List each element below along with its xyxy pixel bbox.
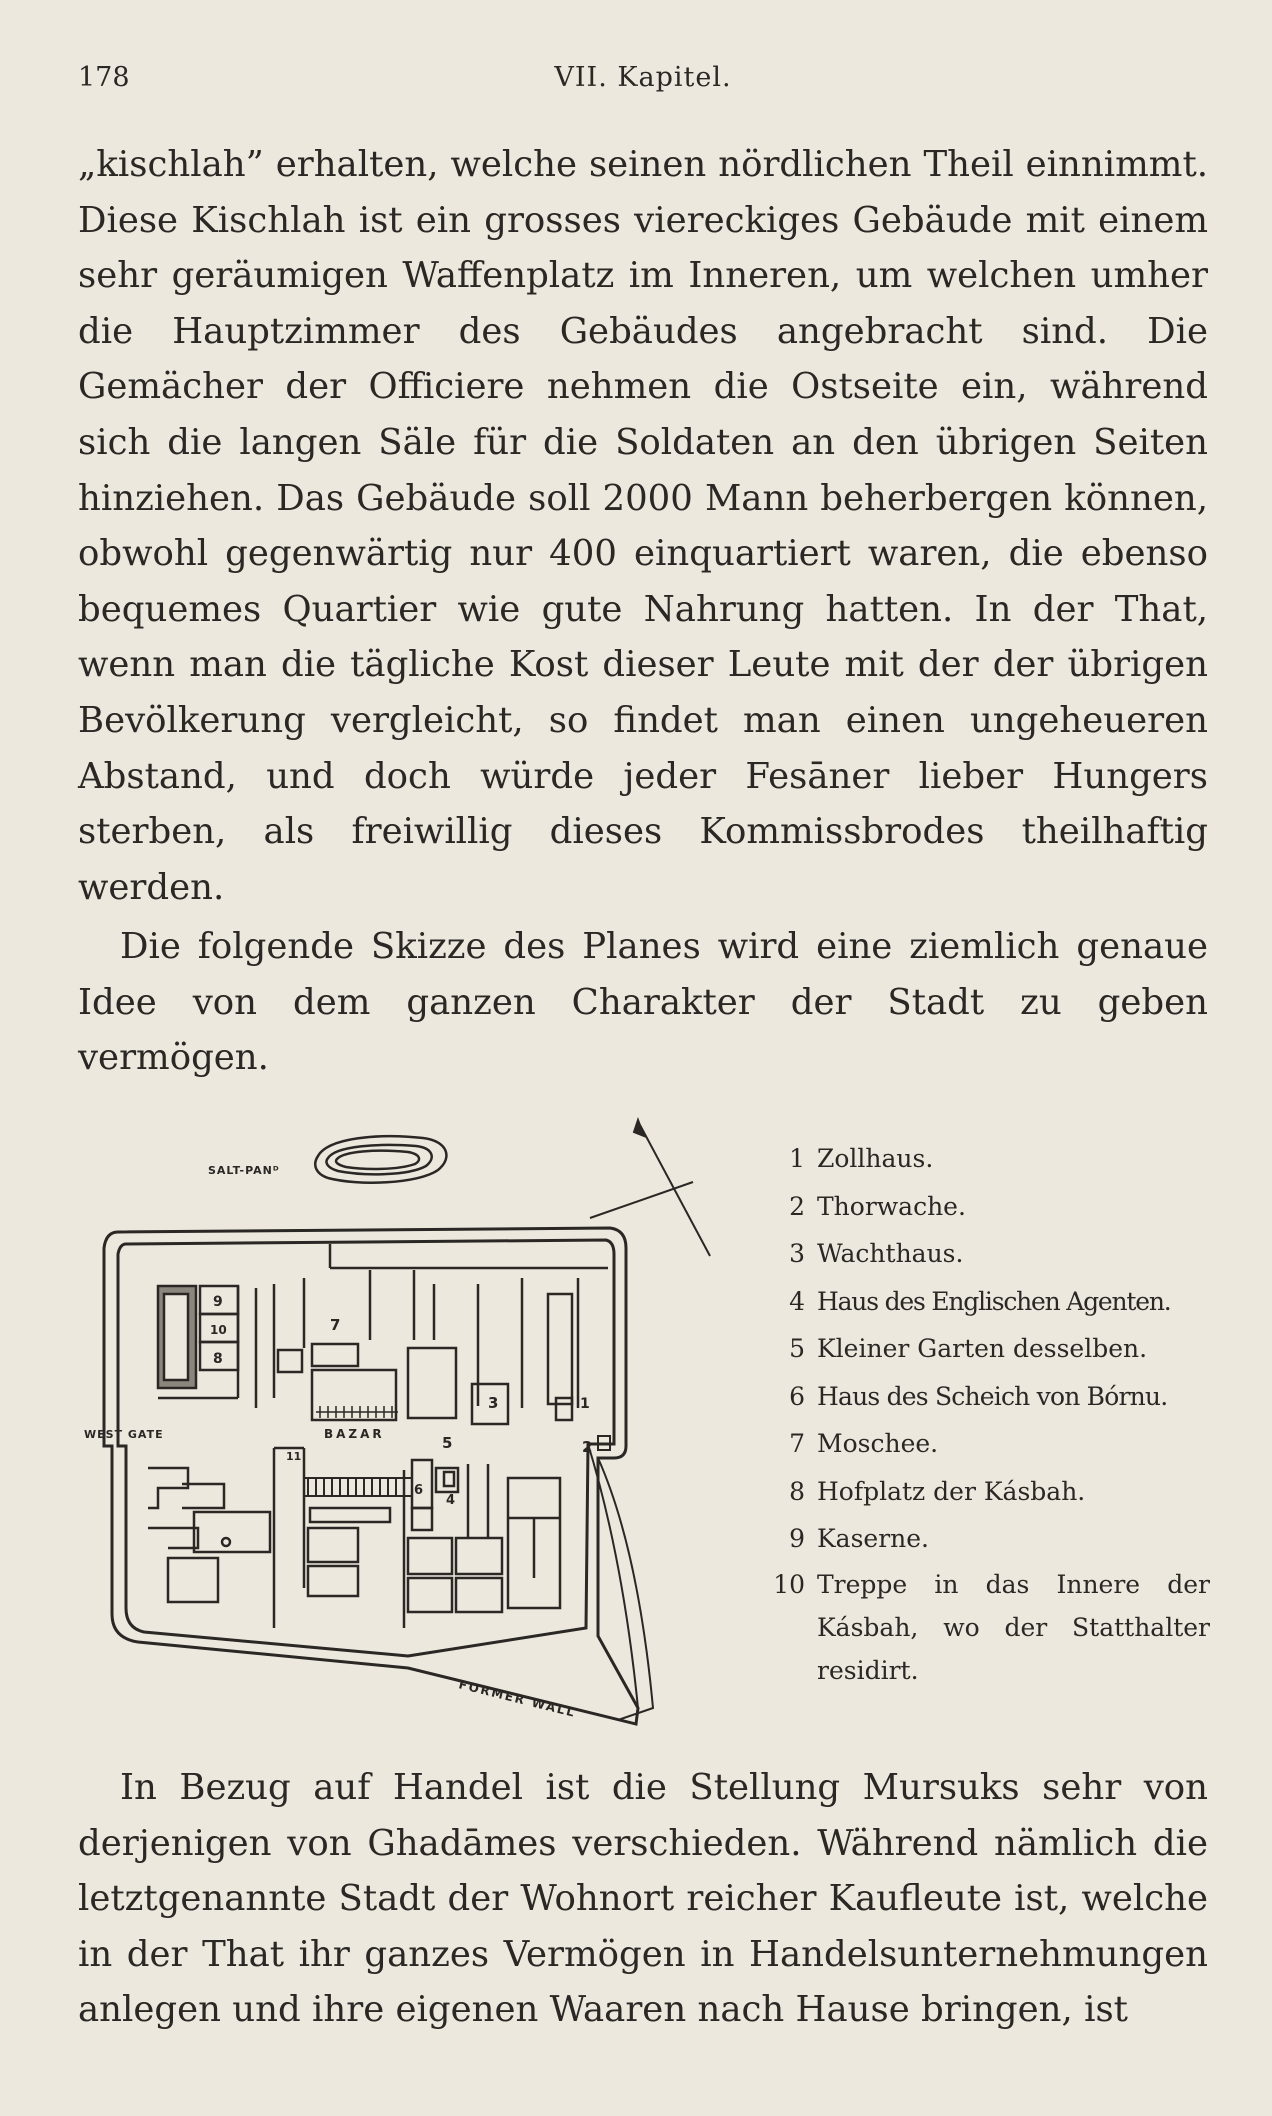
legend-number: 4 — [789, 1286, 805, 1316]
paragraph-kischlah — [78, 137, 1208, 915]
legend-item — [765, 1183, 1210, 1231]
chapter-title: VII. Kapitel. — [554, 62, 732, 93]
legend-item — [765, 1515, 1210, 1563]
legend-item — [765, 1420, 1210, 1468]
mosque-hatching — [316, 1406, 398, 1418]
legend-text: Haus des Scheich von Bórnu. — [817, 1381, 1168, 1411]
legend-number: 5 — [789, 1334, 805, 1363]
legend-item — [765, 1278, 1210, 1326]
plan-number-1: 1 — [580, 1396, 590, 1412]
plan-legend — [765, 1135, 1210, 1692]
plan-number-10: 10 — [210, 1323, 227, 1337]
paragraph-text: Die folgende Skizze des Planes wird eine ziemlich genaue Idee von dem ganzen Charakter der Stadt zu geben vermögen. — [78, 926, 1208, 1079]
legend-text: Wachthaus. — [817, 1239, 964, 1268]
legend-number: 9 — [789, 1524, 805, 1553]
legend-number: 8 — [789, 1476, 805, 1506]
salt-pan — [315, 1136, 446, 1183]
paragraph-skizze — [78, 919, 1208, 1086]
paragraph-handel — [78, 1760, 1208, 2038]
paragraph-text: „kischlah” erhalten, welche seinen nördlichen Theil einnimmt. Diese Kischlah ist ein grosses viereckiges Gebäude mit einem sehr geräumigen Waffenplatz im Inneren, um welchen umher die Hauptzimmer des Gebäudes angebracht sind. Die Gemächer der Officiere nehmen die Ostseite ein, während sich die langen Säle für die Soldaten an den übrigen Seiten hinziehen. Das Gebäude soll 2000 Mann beherbergen können, obwohl gegenwärtig nur 400 einquartiert waren, die ebenso bequemes Quartier wie gute Nahrung hatten. In der That, wenn man die tägliche Kost dieser Leute mit der der übrigen Bevölkerung vergleicht, so findet man einen ungeheueren Abstand, und doch würde jeder Fesāner lieber Hungers sterben, als freiwillig dieses Kommissbrodes theilhaftig werden. — [78, 144, 1208, 908]
legend-text: Zollhaus. — [817, 1144, 934, 1173]
legend-text: Kleiner Garten desselben. — [817, 1334, 1148, 1363]
legend-number: 3 — [789, 1239, 805, 1268]
legend-item — [765, 1563, 1210, 1692]
legend-text: Treppe in das Innere der Kásbah, wo der Statthalter residirt. — [817, 1569, 1210, 1685]
plan-number-11: 11 — [286, 1450, 302, 1463]
legend-item — [765, 1468, 1210, 1516]
page-header — [78, 62, 1208, 102]
legend-number: 6 — [789, 1381, 805, 1411]
southern-blocks — [148, 1448, 560, 1628]
plan-number-6: 6 — [414, 1483, 424, 1498]
town-plan-sketch — [78, 1108, 718, 1748]
legend-item — [765, 1373, 1210, 1421]
legend-text: Hofplatz der Kásbah. — [817, 1476, 1086, 1506]
legend-item — [765, 1135, 1210, 1183]
legend-text: Thorwache. — [817, 1191, 966, 1221]
page-number: 178 — [78, 62, 130, 93]
plan-number-8: 8 — [213, 1351, 223, 1367]
legend-text: Moschee. — [817, 1429, 939, 1458]
bazar-hatching — [304, 1478, 412, 1496]
legend-text: Haus des Englischen Agenten. — [817, 1286, 1171, 1316]
paragraph-text: In Bezug auf Handel ist die Stellung Mursuks sehr von derjenigen von Ghadāmes verschieden. Während nämlich die letztgenannte Stadt der Wohnort reicher Kaufleute ist, welche in der That ihr ganzes Vermögen in Handelsunternehmungen anlegen und ihre eigenen Waaren nach Hause bringen, ist — [78, 1767, 1208, 2031]
west-gate-label: WEST GATE — [84, 1428, 164, 1441]
legend-item — [765, 1325, 1210, 1373]
former-wall-label: FORMER WALL — [457, 1677, 578, 1721]
plan-number-5: 5 — [442, 1434, 453, 1452]
plan-number-2: 2 — [582, 1438, 593, 1456]
legend-number: 7 — [789, 1429, 805, 1458]
salt-pan-label: SALT-PANᴰ — [208, 1164, 280, 1177]
bazar-label: BAZAR — [324, 1427, 385, 1441]
legend-number: 10 — [773, 1569, 805, 1599]
legend-item — [765, 1230, 1210, 1278]
kasbah — [158, 1286, 238, 1398]
plan-number-9: 9 — [213, 1294, 223, 1310]
legend-number: 2 — [789, 1191, 805, 1221]
kischlah-blocks — [256, 1244, 608, 1424]
plan-number-4: 4 — [446, 1493, 456, 1508]
legend-text: Kaserne. — [817, 1524, 929, 1553]
plan-number-7: 7 — [330, 1316, 341, 1334]
north-arrow — [590, 1120, 710, 1256]
legend-number: 1 — [789, 1144, 805, 1173]
plan-number-3: 3 — [488, 1394, 499, 1412]
